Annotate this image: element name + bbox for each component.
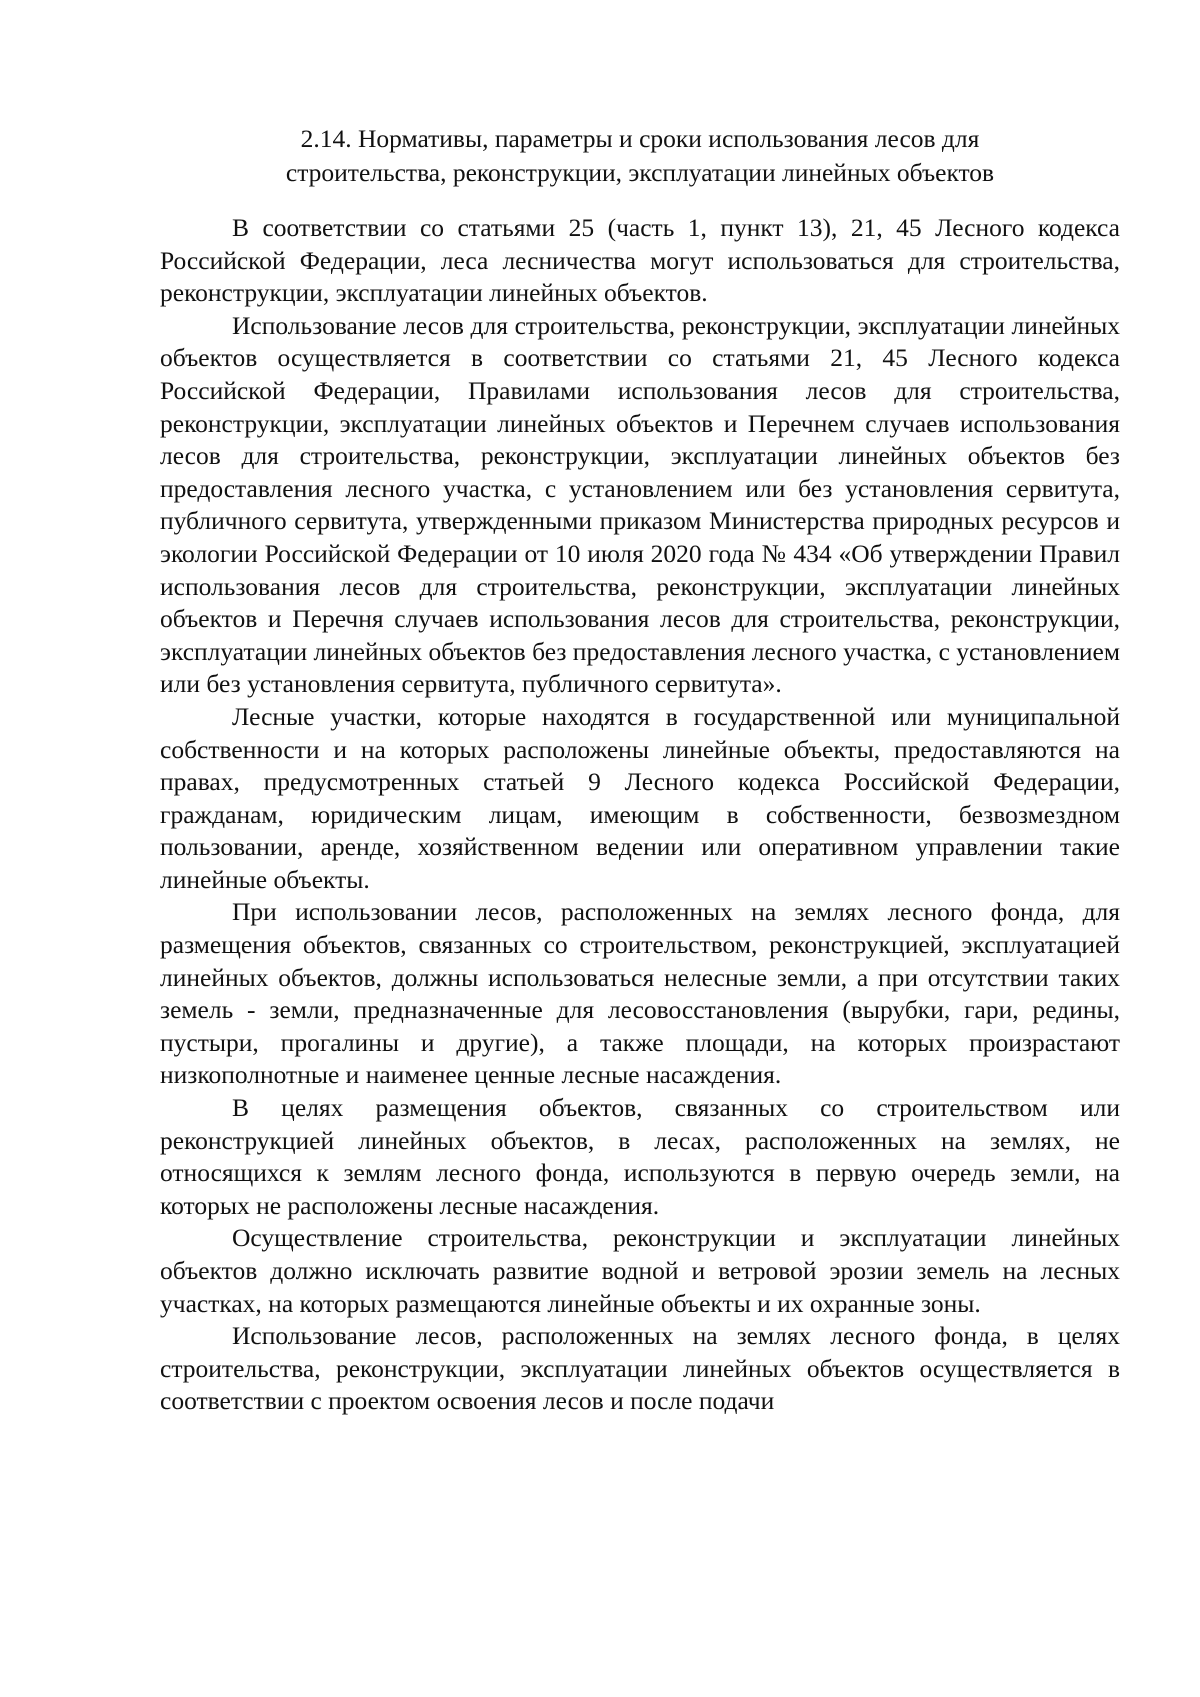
paragraph-usage-rules: Использование лесов для строительства, реконструкции, эксплуатации линейных объектов осуществляется в соответствии со статьями 21, 45 Лесного кодекса Российской Федерации, Правилами использования лесов для строительства, реконструкции, эксплуатации линейных объектов и Перечнем случаев использования лесов для строительства, реконструкции, эксплуатации линейных объектов без предоставления лесного участка, с установлением или без установления сервитута, публичного сервитута, утвержденными приказом Министерства природных ресурсов и экологии Российской Федерации от 10 июля 2020 года № 434 «Об утверждении Правил использования лесов для строительства, реконструкции, эксплуатации линейных объектов и Перечня случаев использования лесов для строительства, реконструкции, эксплуатации линейных объектов без предоставления лесного участка, с установлением или без установления сервитута, публичного сервитута». [160,310,1120,699]
paragraph-development-project: Использование лесов, расположенных на землях лесного фонда, в целях строительства, реконструкции, эксплуатации линейных объектов осуществляется в соответствии с проектом освоения лесов и после подачи [160,1321,1120,1416]
paragraph-forest-fund-lands: При использовании лесов, расположенных на землях лесного фонда, для размещения объектов, связанных со строительством, реконструкцией, эксплуатацией линейных объектов, должны использоваться нелесные земли, а при отсутствии таких земель - земли, предназначенные для лесовосстановления (вырубки, гари, редины, пустыри, прогалины и другие), а также площади, на которых произрастают низкополнотные и наименее ценные лесные насаждения. [160,897,1120,1090]
paragraph-erosion-prevention: Осуществление строительства, реконструкции и эксплуатации линейных объектов должно исключать развитие водной и ветровой эрозии земель на лесных участках, на которых размещаются линейные объекты и их охранные зоны. [160,1223,1120,1318]
paragraph-non-forest-fund-lands: В целях размещения объектов, связанных со строительством или реконструкцией линейных объектов, в лесах, расположенных на землях, не относящихся к землям лесного фонда, используются в первую очередь земли, на которых не расположены лесные насаждения. [160,1093,1120,1220]
section-heading [160,122,1120,190]
section-heading-line-1: 2.14. Нормативы, параметры и сроки использования лесов для [300,124,980,153]
paragraph-plot-provision: Лесные участки, которые находятся в государственной или муниципальной собственности и на которых расположены линейные объекты, предоставляются на правах, предусмотренных статьей 9 Лесного кодекса Российской Федерации, гражданам, юридическим лицам, имеющим в собственности, безвозмездном пользовании, аренде, хозяйственном ведении или оперативном управлении такие линейные объекты. [160,701,1120,894]
paragraph-legal-basis: В соответствии со статьями 25 (часть 1, пункт 13), 21, 45 Лесного кодекса Российской Федерации, леса лесничества могут использоваться для строительства, реконструкции, эксплуатации линейных объектов. [160,213,1120,308]
section-heading-line-2: строительства, реконструкции, эксплуатации линейных объектов [285,158,995,187]
document-body [160,212,1120,1418]
